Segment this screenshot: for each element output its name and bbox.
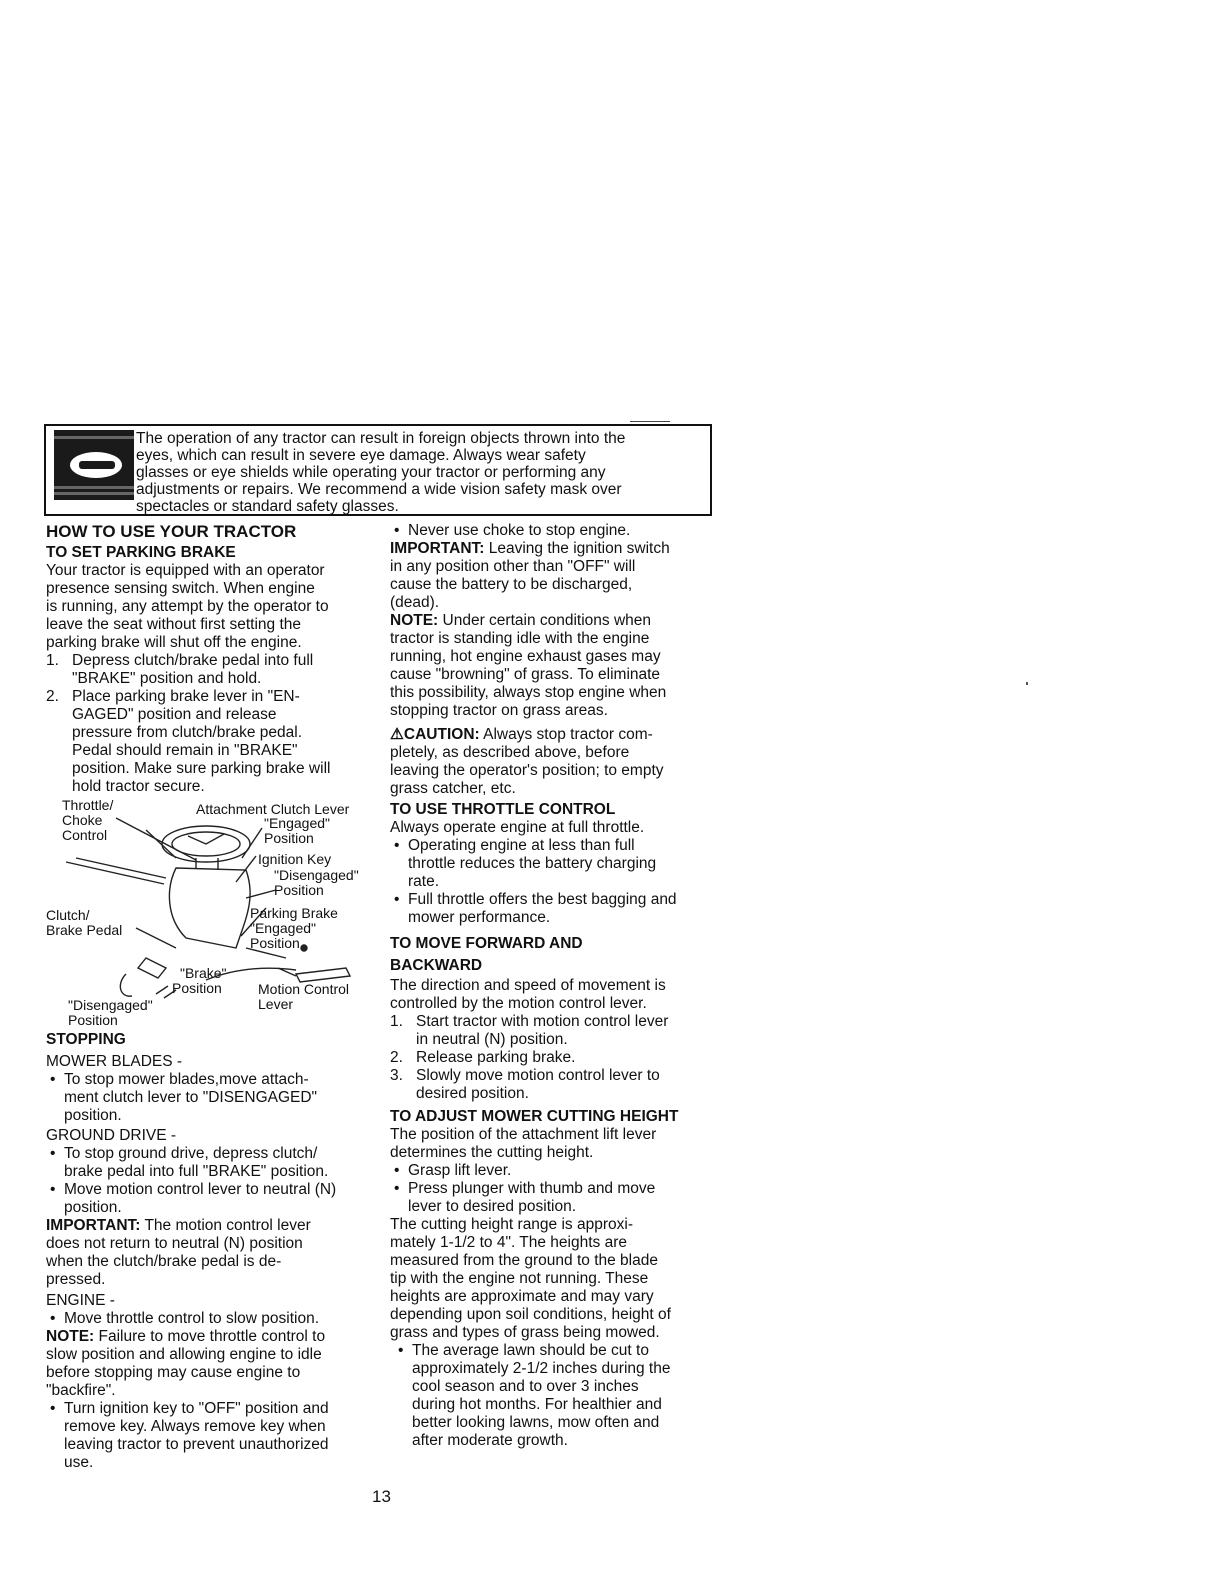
- text-line: • To stop ground drive, depress clutch/: [64, 1145, 318, 1162]
- text-line: • Grasp lift lever.: [408, 1162, 512, 1179]
- important-ignition: [390, 540, 720, 612]
- text-line: Your tractor is equipped with an operator: [46, 562, 325, 579]
- list-item: [46, 1181, 372, 1217]
- list-item: [390, 522, 720, 540]
- text-line: depending upon soil conditions, height of: [390, 1306, 671, 1323]
- cutting-height-intro: [390, 1126, 720, 1162]
- text-line: use.: [64, 1454, 94, 1471]
- text-line: cause "browning" of grass. To eliminate: [390, 666, 661, 683]
- text-line: before stopping may cause engine to: [46, 1364, 301, 1381]
- important-label: IMPORTANT:: [46, 1217, 141, 1234]
- step-number: 1.: [390, 1013, 403, 1030]
- text-line: "Brake": [180, 965, 227, 981]
- note: [46, 1328, 372, 1400]
- engine-bullets: [46, 1310, 372, 1328]
- text-line: Position: [172, 980, 222, 996]
- text-line: "Disengaged": [68, 997, 153, 1013]
- text-line: • Press plunger with thumb and move: [408, 1180, 656, 1197]
- move-steps: [390, 1013, 720, 1103]
- throttle-label: [62, 798, 113, 843]
- ignition-key-label: [258, 852, 331, 867]
- text-line: leave the seat without first setting the: [46, 616, 302, 633]
- text-line: pressed.: [46, 1271, 106, 1288]
- text-line: during hot months. For healthier and: [412, 1396, 662, 1413]
- safety-line: The operation of any tractor can result in foreign objects thrown into the: [136, 430, 626, 447]
- text-line: when the clutch/brake pedal is de-: [46, 1253, 282, 1270]
- text-line: parking brake will shut off the engine.: [46, 634, 302, 651]
- text-line: slow position and allowing engine to idle: [46, 1346, 322, 1363]
- list-item: [390, 1180, 720, 1216]
- text-line: running, hot engine exhaust gases may: [390, 648, 661, 665]
- text-line: ment clutch lever to "DISENGAGED": [64, 1089, 318, 1106]
- text-line: Motion Control: [258, 981, 350, 997]
- text-line: The cutting height range is approxi-: [390, 1216, 633, 1233]
- disengaged-position-label: [274, 868, 359, 898]
- list-item: [394, 1342, 720, 1450]
- safety-glasses-icon: [54, 430, 134, 500]
- choke-bullet: [390, 522, 720, 540]
- text-line: • Full throttle offers the best bagging and: [408, 891, 677, 908]
- safety-line: spectacles or standard safety glasses.: [136, 498, 399, 515]
- list-item: [46, 1400, 372, 1472]
- stopping-heading: STOPPING: [46, 1031, 126, 1048]
- text-line: Lever: [258, 996, 294, 1012]
- text-line: tractor is standing idle with the engine: [390, 630, 650, 647]
- list-item: [390, 1049, 720, 1067]
- safety-line: eyes, which can result in severe eye damage. Always wear safety: [136, 447, 586, 464]
- text-line: Parking Brake: [250, 905, 338, 921]
- text-line: in neutral (N) position.: [416, 1031, 568, 1048]
- brake-pedal: [138, 958, 166, 978]
- text-line: Attachment Clutch Lever: [196, 801, 350, 817]
- text-line: cool season and to over 3 inches: [412, 1378, 639, 1395]
- text-line: • Move throttle control to slow position.: [64, 1310, 320, 1327]
- text-line: heights are approximate and may vary: [390, 1288, 654, 1305]
- text-line: brake pedal into full "BRAKE" position.: [64, 1163, 329, 1180]
- text-line: measured from the ground to the blade: [390, 1252, 658, 1269]
- heading-line: BACKWARD: [390, 957, 483, 974]
- important-note: [46, 1217, 372, 1289]
- text-line: determines the cutting height.: [390, 1144, 594, 1161]
- parking-brake-label: [250, 906, 338, 951]
- engine-bullets-2: [46, 1400, 372, 1472]
- text-line: • Turn ignition key to "OFF" position and: [64, 1400, 329, 1417]
- text-line: • Move motion control lever to neutral (N): [64, 1181, 337, 1198]
- text-line: Always operate engine at full throttle.: [390, 819, 645, 836]
- motion-control-label: [258, 982, 349, 1012]
- text-line: after moderate growth.: [412, 1432, 568, 1449]
- text-line: lever to desired position.: [408, 1198, 577, 1215]
- caution-label: CAUTION:: [403, 726, 480, 743]
- safety-notice-box: [44, 424, 712, 516]
- safety-notice-text: [136, 430, 706, 515]
- lawn-bullet: [394, 1342, 720, 1450]
- ground-drive-label: GROUND DRIVE -: [46, 1127, 177, 1144]
- text-line: "Engaged": [250, 920, 316, 936]
- text-line: Brake Pedal: [46, 922, 123, 938]
- parking-steps: [46, 652, 372, 796]
- move-heading: [390, 933, 720, 977]
- clutch-brake-label: [46, 908, 122, 938]
- text-line: The position of the attachment lift lever: [390, 1126, 657, 1143]
- text-line: Place parking brake lever in "EN-: [72, 688, 300, 705]
- cutting-height-bullets: [390, 1162, 720, 1216]
- text-line: hold tractor secure.: [72, 778, 205, 795]
- section-title: HOW TO USE YOUR TRACTOR: [46, 522, 297, 541]
- throttle-bullets: [390, 837, 720, 927]
- step-number: 2.: [46, 688, 59, 705]
- decorative-rule: [630, 421, 670, 422]
- step-number: 3.: [390, 1067, 403, 1084]
- disengaged-pedal-label: [68, 998, 153, 1028]
- important-label: IMPORTANT:: [390, 540, 485, 557]
- text-line: stopping tractor on grass areas.: [390, 702, 608, 719]
- text-line: position.: [64, 1199, 122, 1216]
- text-line: Always stop tractor com-: [479, 726, 653, 743]
- text-line: throttle reduces the battery charging: [408, 855, 657, 872]
- list-item: [390, 1013, 720, 1049]
- text-line: Clutch/: [46, 907, 90, 923]
- step-number: 2.: [390, 1049, 403, 1066]
- page-number: 13: [372, 1487, 391, 1506]
- parking-brake-heading: TO SET PARKING BRAKE: [46, 544, 236, 561]
- list-item: [46, 688, 372, 796]
- step-number: 1.: [46, 652, 59, 669]
- throttle-intro: [390, 819, 720, 837]
- safety-line: glasses or eye shields while operating your tractor or performing any: [136, 464, 606, 481]
- safety-line: adjustments or repairs. We recommend a wide vision safety mask over: [136, 481, 622, 498]
- text-line: Under certain conditions when: [438, 612, 652, 629]
- text-line: Release parking brake.: [416, 1049, 576, 1066]
- text-line: Control: [62, 827, 108, 843]
- text-line: is running, any attempt by the operator to: [46, 598, 329, 615]
- text-line: mately 1-1/2 to 4". The heights are: [390, 1234, 627, 1251]
- list-item: [46, 652, 372, 688]
- text-line: The motion control lever: [140, 1217, 311, 1234]
- text-line: cause the battery to be discharged,: [390, 576, 633, 593]
- text-line: Ignition Key: [258, 851, 332, 867]
- text-line: Depress clutch/brake pedal into full: [72, 652, 314, 669]
- text-line: • The average lawn should be cut to: [412, 1342, 649, 1359]
- text-line: this possibility, always stop engine when: [390, 684, 667, 701]
- text-line: Failure to move throttle control to: [94, 1328, 326, 1345]
- tractor-controls-figure: [46, 798, 372, 1030]
- text-line: "backfire".: [46, 1382, 116, 1399]
- heading-line: TO MOVE FORWARD AND: [390, 935, 583, 952]
- text-line: Slowly move motion control lever to: [416, 1067, 660, 1084]
- text-line: tip with the engine not running. These: [390, 1270, 649, 1287]
- text-line: • Never use choke to stop engine.: [408, 522, 631, 539]
- text-line: position. Make sure parking brake will: [72, 760, 331, 777]
- text-line: Position: [264, 830, 314, 846]
- text-line: does not return to neutral (N) position: [46, 1235, 303, 1252]
- list-item: [46, 1310, 372, 1328]
- text-line: mower performance.: [408, 909, 551, 926]
- list-item: [390, 1162, 720, 1180]
- text-line: "Engaged": [264, 815, 330, 831]
- cutting-height-body: [390, 1216, 720, 1342]
- text-line: Start tractor with motion control lever: [416, 1013, 669, 1030]
- text-line: position.: [64, 1107, 122, 1124]
- text-line: Position: [250, 935, 300, 951]
- text-line: GAGED" position and release: [72, 706, 277, 723]
- list-item: [390, 1067, 720, 1103]
- text-line: Leaving the ignition switch: [484, 540, 670, 557]
- text-line: (dead).: [390, 594, 440, 611]
- cutting-height-heading: TO ADJUST MOWER CUTTING HEIGHT: [390, 1108, 679, 1125]
- text-line: presence sensing switch. When engine: [46, 580, 315, 597]
- mower-blades-label: MOWER BLADES -: [46, 1053, 183, 1070]
- text-line: pressure from clutch/brake pedal.: [72, 724, 303, 741]
- text-line: Choke: [62, 812, 103, 828]
- list-item: [46, 1145, 372, 1181]
- caution-note: [390, 726, 720, 798]
- text-line: controlled by the motion control lever.: [390, 995, 647, 1012]
- note-label: NOTE:: [46, 1328, 95, 1345]
- text-line: remove key. Always remove key when: [64, 1418, 326, 1435]
- text-line: leaving tractor to prevent unauthorized: [64, 1436, 329, 1453]
- text-line: "Disengaged": [274, 867, 359, 883]
- text-line: in any position other than "OFF" will: [390, 558, 636, 575]
- text-line: desired position.: [416, 1085, 529, 1102]
- scan-speck: [1026, 682, 1028, 685]
- text-line: better looking lawns, mow often and: [412, 1414, 660, 1431]
- list-item: [390, 837, 720, 891]
- text-line: "BRAKE" position and hold.: [72, 670, 262, 687]
- engaged-position-label: [264, 816, 330, 846]
- right-column: [390, 522, 720, 1450]
- text-line: The direction and speed of movement is: [390, 977, 666, 994]
- mower-bullets: [46, 1071, 372, 1125]
- note-label: NOTE:: [390, 612, 439, 629]
- brake-position-label: [172, 966, 227, 996]
- text-line: Position: [68, 1012, 118, 1028]
- parking-brake-intro: [46, 562, 372, 652]
- list-item: [46, 1071, 372, 1125]
- text-line: grass and types of grass being mowed.: [390, 1324, 660, 1341]
- text-line: leaving the operator's position; to empty: [390, 762, 664, 779]
- text-line: pletely, as described above, before: [390, 744, 630, 761]
- ground-bullets: [46, 1145, 372, 1217]
- text-line: rate.: [408, 873, 440, 890]
- engine-label: ENGINE -: [46, 1292, 115, 1309]
- text-line: • Operating engine at less than full: [408, 837, 635, 854]
- text-line: approximately 2-1/2 inches during the: [412, 1360, 671, 1377]
- note-idle: [390, 612, 720, 720]
- text-line: • To stop mower blades,move attach-: [64, 1071, 309, 1088]
- motion-control-lever: [296, 968, 350, 982]
- left-column: [46, 522, 372, 1472]
- text-line: grass catcher, etc.: [390, 780, 516, 797]
- text-line: Pedal should remain in "BRAKE": [72, 742, 298, 759]
- move-intro: [390, 977, 720, 1013]
- warning-triangle-icon: ⚠: [390, 726, 404, 743]
- text-line: Position: [274, 882, 324, 898]
- throttle-heading: TO USE THROTTLE CONTROL: [390, 801, 616, 818]
- text-line: Throttle/: [62, 797, 114, 813]
- list-item: [390, 891, 720, 927]
